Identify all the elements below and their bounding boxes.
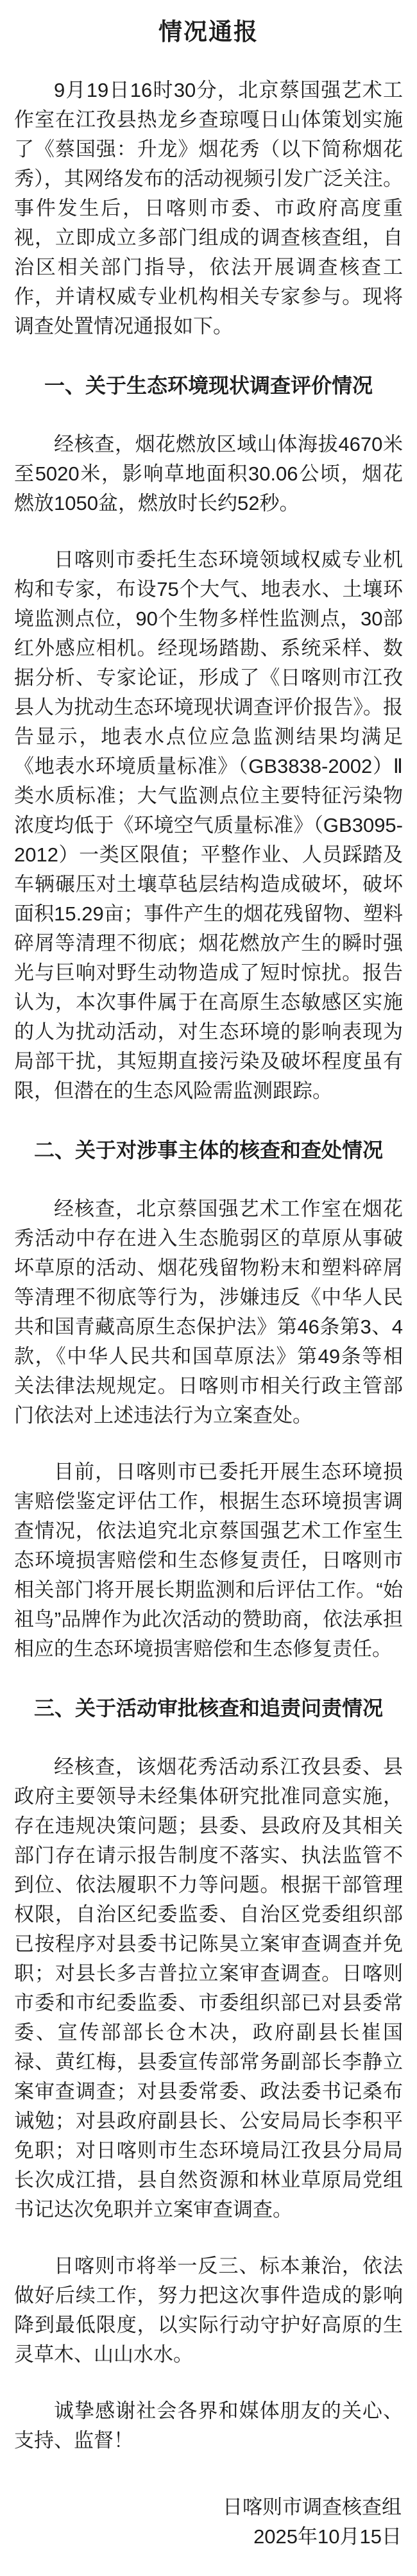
signature-block: [14, 2493, 403, 2552]
section-3-paragraph-1: 经核查，该烟花秀活动系江孜县委、县政府主要领导未经集体研究批准同意实施，存在违规决策问题；县委、县政府及其相关部门存在请示报告制度不落实、执法监管不到位、依法履职不力等问题。根据干部管理权限，自治区纪委监委、自治区党委组织部已按程序对县委书记陈昊立案审查调查并免职；对县长多吉普拉立案审查调查。日喀则市委和市纪委监委、市委组织部已对县委常委、宣传部部长仓木决，政府副县长崔国禄、黄红梅，县委宣传部常务副部长李静立案审查调查；对县委常委、政法委书记桑布诫勉；对县政府副县长、公安局局长李积平免职；对日喀则市生态环境局江孜县分局局长次成江措，县自然资源和林业草原局党组书记达次免职并立案审查调查。: [14, 1756, 403, 2221]
signature-date: 2025年10月15日: [253, 2525, 402, 2548]
signature-org: 日喀则市调查核查组: [223, 2496, 402, 2518]
section-1-paragraph-2: 日喀则市委托生态环境领域权威专业机构和专家，布设75个大气、地表水、土壤环境监测点位，90个生物多样性监测点，30部红外感应相机。经现场踏勘、系统采样、数据分析、专家论证，形成了《日喀则市江孜县人为扰动生态环境现状调查评价报告》。报告显示，地表水点位应急监测结果均满足《地表水环境质量标准》（GB3838-2002）Ⅱ类水质标准；大气监测点位主要特征污染物浓度均低于《环境空气质量标准》（GB3095-2012）一类区限值；平整作业、人员踩踏及车辆碾压对土壤草毡层结构造成破坏，破坏面积15.29亩；事件产生的烟花残留物、塑料碎屑等清理不彻底；烟花燃放产生的瞬时强光与巨响对野生动物造成了短时惊扰。报告认为，本次事件属于在高原生态敏感区实施的人为扰动活动，对生态环境的影响表现为局部干扰，其短期直接污染及破坏程度虽有限，但潜在的生态风险需监测跟踪。: [14, 548, 403, 1102]
section-3-paragraph-3: 诚挚感谢社会各界和媒体朋友的关心、支持、监督！: [14, 2400, 403, 2452]
section-1-paragraph-1: 经核查，烟花燃放区域山体海拔4670米至5020米，影响草地面积30.06公顷，烟花燃放1050盆，燃放时长约52秒。: [14, 433, 403, 514]
section-2-paragraph-1: 经核查，北京蔡国强艺术工作室在烟花秀活动中存在进入生态脆弱区的草原从事破坏草原的活动、烟花残留物粉末和塑料碎屑等清理不彻底等行为，涉嫌违反《中华人民共和国青藏高原生态保护法》第46条第3、4款，《中华人民共和国草原法》第49条等相关法律法规规定。日喀则市相关行政主管部门依法对上述违法行为立案查处。: [14, 1198, 403, 1427]
section-2-paragraph-2: 目前，日喀则市已委托开展生态环境损害赔偿鉴定评估工作，根据生态环境损害调查情况，依法追究北京蔡国强艺术工作室生态环境损害赔偿和生态修复责任，日喀则市相关部门将开展长期监测和后评估工作。“始祖鸟”品牌作为此次活动的赞助商，依法承担相应的生态环境损害赔偿和生态修复责任。: [14, 1461, 403, 1660]
section-3-heading: 三、关于活动审批核查和追责问责情况: [33, 1697, 383, 1720]
section-2-heading: 二、关于对涉事主体的核查和查处情况: [33, 1139, 383, 1162]
intro-paragraph: 9月19日16时30分，北京蔡国强艺术工作室在江孜县热龙乡查琼嘎日山体策划实施了《蔡国强：升龙》烟花秀（以下简称烟花秀），其网络发布的活动视频引发广泛关注。事件发生后，日喀则市委、市政府高度重视，立即成立多部门组成的调查核查组，自治区相关部门指导，依法开展调查核查工作，并请权威专业机构相关专家参与。现将调查处置情况通报如下。: [14, 79, 403, 337]
doc-title: 情况通报: [158, 19, 259, 45]
section-1-heading: 一、关于生态环境现状调查评价情况: [44, 374, 373, 397]
section-3-paragraph-2: 日喀则市将举一反三、标本兼治，依法做好后续工作，努力把这次事件造成的影响降到最低限度，以实际行动守护好高原的生灵草木、山山水水。: [14, 2255, 403, 2366]
